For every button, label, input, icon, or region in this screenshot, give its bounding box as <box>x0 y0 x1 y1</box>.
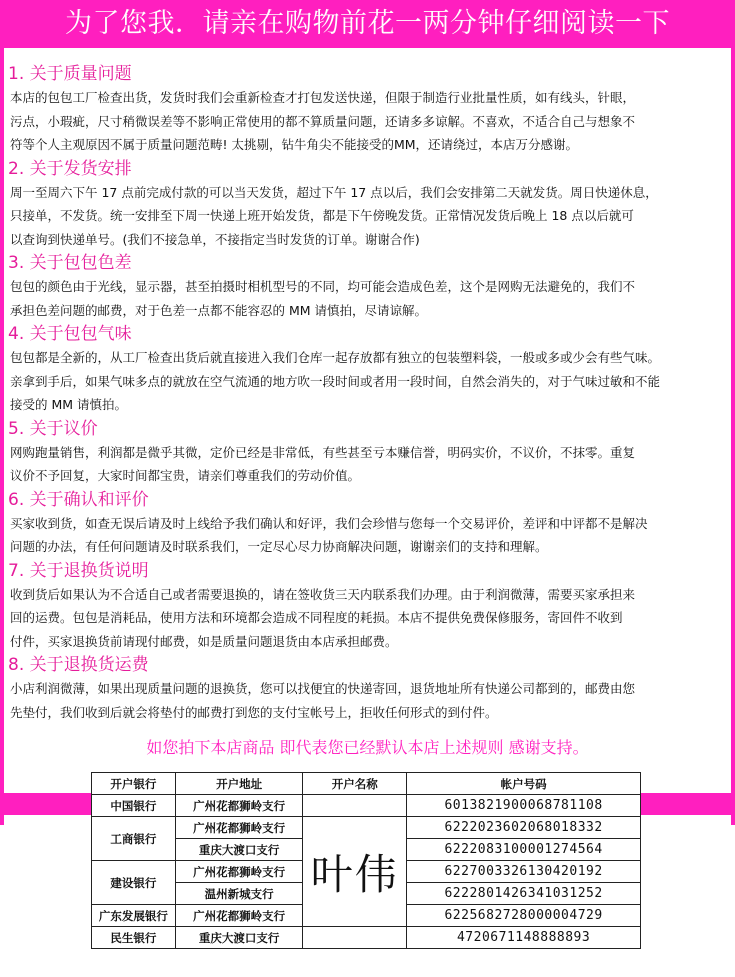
section-line: 本店的包包工厂检查出货，发货时我们会重新检查才打包发送快递，但限于制造行业批量性质，如有线头，针眼， <box>10 90 636 105</box>
section-title: 1. 关于质量问题 <box>8 64 132 84</box>
section <box>8 157 730 252</box>
account-number: 6227003326130420192 <box>407 861 641 883</box>
account-number: 6222801426341031252 <box>407 883 641 905</box>
account-holder-name: 叶伟 <box>303 817 407 927</box>
section-title: 4. 关于包包气味 <box>8 324 132 344</box>
page-header <box>0 0 735 48</box>
bank-name: 建设银行 <box>92 861 176 905</box>
section-line: 网购跑量销售，利润都是微乎其微，定价已经是非常低，有些甚至亏本赚信誉，明码实价，不议价，不抹零。重复 <box>10 444 636 460</box>
section-title: 8. 关于退换货运费 <box>8 655 149 675</box>
left-border <box>0 48 4 825</box>
bank-address: 广州花都狮岭支行 <box>175 905 303 927</box>
table-row <box>92 795 641 817</box>
table-header-row <box>92 773 641 795</box>
account-number: 4720671148888893 <box>407 927 641 949</box>
section-line: 付件，买家退换货前请现付邮费，如是质量问题退货由本店承担邮费。 <box>10 633 398 649</box>
account-number: 6222083100001274564 <box>407 839 641 861</box>
bank-address: 温州新城支行 <box>175 883 303 905</box>
bank-address: 广州花都狮岭支行 <box>175 861 303 883</box>
section-line: 符等个人主观原因不属于质量问题范畴! 太挑剔，钻牛角尖不能接受的MM，还请绕过，本店万分感谢。 <box>10 137 579 152</box>
section <box>8 417 730 488</box>
right-border <box>731 48 735 825</box>
header-bank: 开户银行 <box>92 773 176 795</box>
header-title: 为了您我．请亲在购物前花一两分钟仔细阅读一下 <box>65 8 670 39</box>
account-holder <box>303 795 407 817</box>
bank-name: 中国银行 <box>92 795 176 817</box>
bank-address: 重庆大渡口支行 <box>175 839 303 861</box>
section-line: 周一至周六下午 17 点前完成付款的可以当天发货，超过下午 17 点以后，我们会安排第二天就发货。周日快递休息， <box>10 184 658 200</box>
section-line: 污点，小瑕疵，尺寸稍微误差等不影响正常使用的都不算质量问题，还请多多谅解。不喜欢，不适合自己与想象不 <box>10 113 636 129</box>
section-line: 小店利润微薄，如果出现质量问题的退换货，您可以找便宜的快递寄回，退货地址所有快递公司都到的，邮费由您 <box>10 681 636 696</box>
section <box>8 251 730 322</box>
header-address: 开户地址 <box>175 773 303 795</box>
section-line: 亲拿到手后，如果气味多点的就放在空气流通的地方吹一段时间或者用一段时间，自然会消失的，对于气味过敏和不能 <box>10 373 661 389</box>
section-title: 2. 关于发货安排 <box>8 158 132 179</box>
section-line: 收到货后如果认为不合适自己或者需要退换的，请在签收货三天内联系我们办理。由于利润微薄，需要买家承担来 <box>10 586 636 602</box>
section-line: 承担色差问题的邮费，对于色差一点都不能容忍的 MM 请慎拍，尽请谅解。 <box>10 302 428 318</box>
account-holder <box>303 927 407 949</box>
account-number: 6013821900068781108 <box>407 795 641 817</box>
section-title: 6. 关于确认和评价 <box>8 489 149 510</box>
section <box>8 653 730 724</box>
section-title: 7. 关于退换货说明 <box>8 560 149 581</box>
bank-address: 广州花都狮岭支行 <box>175 795 303 817</box>
section-line: 先垫付，我们收到后就会将垫付的邮费打到您的支付宝帐号上，拒收任何形式的到付件。 <box>10 704 498 720</box>
account-number: 6225682728000004729 <box>407 905 641 927</box>
bank-name: 工商银行 <box>92 817 176 861</box>
section-line: 包包都是全新的，从工厂检查出货后就直接进入我们仓库一起存放都有独立的包装塑料袋，一般或多或少会有些气味。 <box>10 350 661 365</box>
bank-name: 民生银行 <box>92 927 176 949</box>
account-number: 6222023602068018332 <box>407 817 641 839</box>
table-row <box>92 927 641 949</box>
section-line: 问题的办法，有任何问题请及时联系我们，一定尽心尽力协商解决问题，谢谢亲们的支持和理解。 <box>10 539 548 554</box>
table-row <box>92 817 641 839</box>
section-line: 议价不予回复，大家时间都宝贵，请亲们尊重我们的劳动价值。 <box>10 468 361 483</box>
section-line: 回的运费。包包是消耗品，使用方法和环境都会造成不同程度的耗损。本店不提供免费保修服务，寄回件不收到 <box>10 610 623 625</box>
section <box>8 62 730 157</box>
section-line: 以查询到快递单号。(我们不接急单，不接指定当时发货的订单。谢谢合作) <box>10 231 420 247</box>
section-line: 只接单，不发货。统一安排至下周一快递上班开始发货，都是下午傍晚发货。正常情况发货后晚上 18 点以后就可 <box>10 208 634 223</box>
bank-name: 广东发展银行 <box>92 905 176 927</box>
bank-address: 重庆大渡口支行 <box>175 927 303 949</box>
section-title: 3. 关于包包色差 <box>8 253 132 273</box>
header-account-name: 开户名称 <box>303 773 407 795</box>
section <box>8 488 730 559</box>
rules-notice <box>0 733 735 763</box>
section <box>8 322 730 417</box>
header-account-number: 帐户号码 <box>407 773 641 795</box>
policy-content <box>8 62 730 724</box>
section-line: 包包的颜色由于光线，显示器，甚至拍摄时相机型号的不同，均可能会造成色差，这个是网购无法避免的，我们不 <box>10 279 636 294</box>
section-line: 买家收到货，如查无误后请及时上线给予我们确认和好评，我们会珍惜与您每一个交易评价，差评和中评都不是解决 <box>10 515 648 531</box>
bank-account-table <box>91 772 641 949</box>
bank-address: 广州花都狮岭支行 <box>175 817 303 839</box>
section-title: 5. 关于议价 <box>8 418 98 439</box>
notice-text: 如您拍下本店商品 即代表您已经默认本店上述规则 感谢支持。 <box>146 738 589 757</box>
section <box>8 559 730 654</box>
section-line: 接受的 MM 请慎拍。 <box>10 397 128 412</box>
